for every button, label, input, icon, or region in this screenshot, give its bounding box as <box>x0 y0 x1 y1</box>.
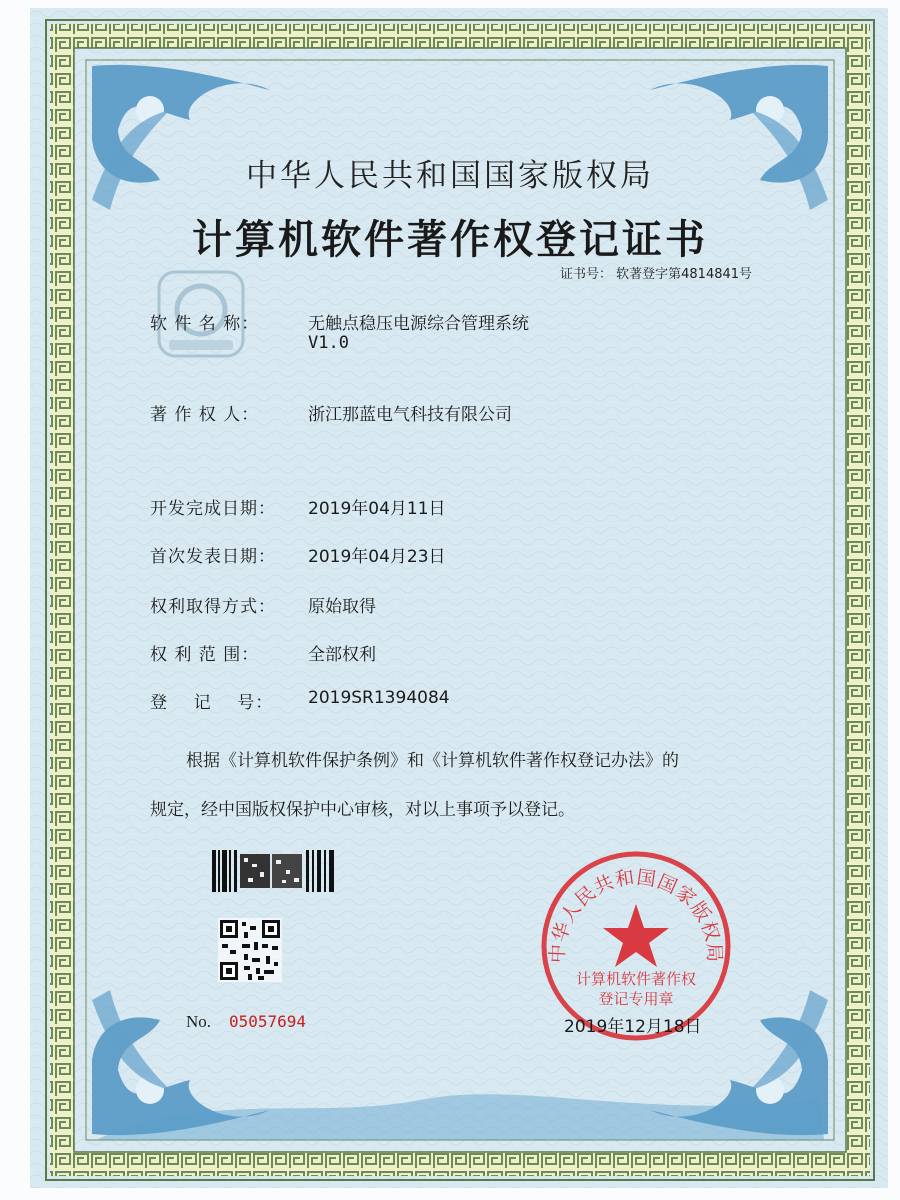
field-label-rights-scope: 权 利 范 围： <box>150 645 260 665</box>
statement-line-2: 规定，经中国版权保护中心审核，对以上事项予以登记。 <box>150 800 575 820</box>
field-label-publication-date: 首次发表日期： <box>150 547 276 567</box>
field-label-completion-date: 开发完成日期： <box>150 499 276 519</box>
statement-line-1: 根据《计算机软件保护条例》和《计算机软件著作权登记办法》的 <box>186 751 679 771</box>
field-label-software-name: 软 件 名 称： <box>150 314 260 334</box>
certificate-number: 证书号： 软著登字第4814841号 <box>560 267 753 282</box>
field-label-copyright-owner: 著 作 权 人： <box>150 405 260 425</box>
seal-text-line-1: 计算机软件著作权 <box>575 970 697 988</box>
seal-text-line-2: 登记专用章 <box>598 990 674 1008</box>
field-value-software-name: 无触点稳压电源综合管理系统 <box>308 314 529 334</box>
field-value-copyright-owner: 浙江那蓝电气科技有限公司 <box>308 405 512 425</box>
field-value-registration-number: 2019SR1394084 <box>308 688 450 708</box>
field-value-acquisition-method: 原始取得 <box>308 597 376 617</box>
field-label-acquisition-method: 权利取得方式： <box>150 597 276 617</box>
ornament-bottom-wave <box>96 1094 824 1140</box>
issue-date: 2019年12月18日 <box>564 1017 702 1037</box>
field-value-publication-date: 2019年04月23日 <box>308 547 446 567</box>
certificate-title: 计算机软件著作权登记证书 <box>192 217 708 263</box>
barcode <box>212 850 335 892</box>
serial-number-value: 05057694 <box>229 1012 307 1031</box>
field-value-software-version: V1.0 <box>308 333 349 353</box>
issuing-authority: 中华人民共和国国家版权局 <box>246 158 654 194</box>
serial-number-label: No. <box>186 1012 212 1031</box>
field-label-registration-number: 登 记 号： <box>150 693 274 713</box>
field-value-completion-date: 2019年04月11日 <box>308 499 446 519</box>
field-value-rights-scope: 全部权利 <box>308 645 376 665</box>
qr-code <box>218 918 282 982</box>
seal-ring-text: 中华人民共和国国家版权局 <box>546 866 726 964</box>
